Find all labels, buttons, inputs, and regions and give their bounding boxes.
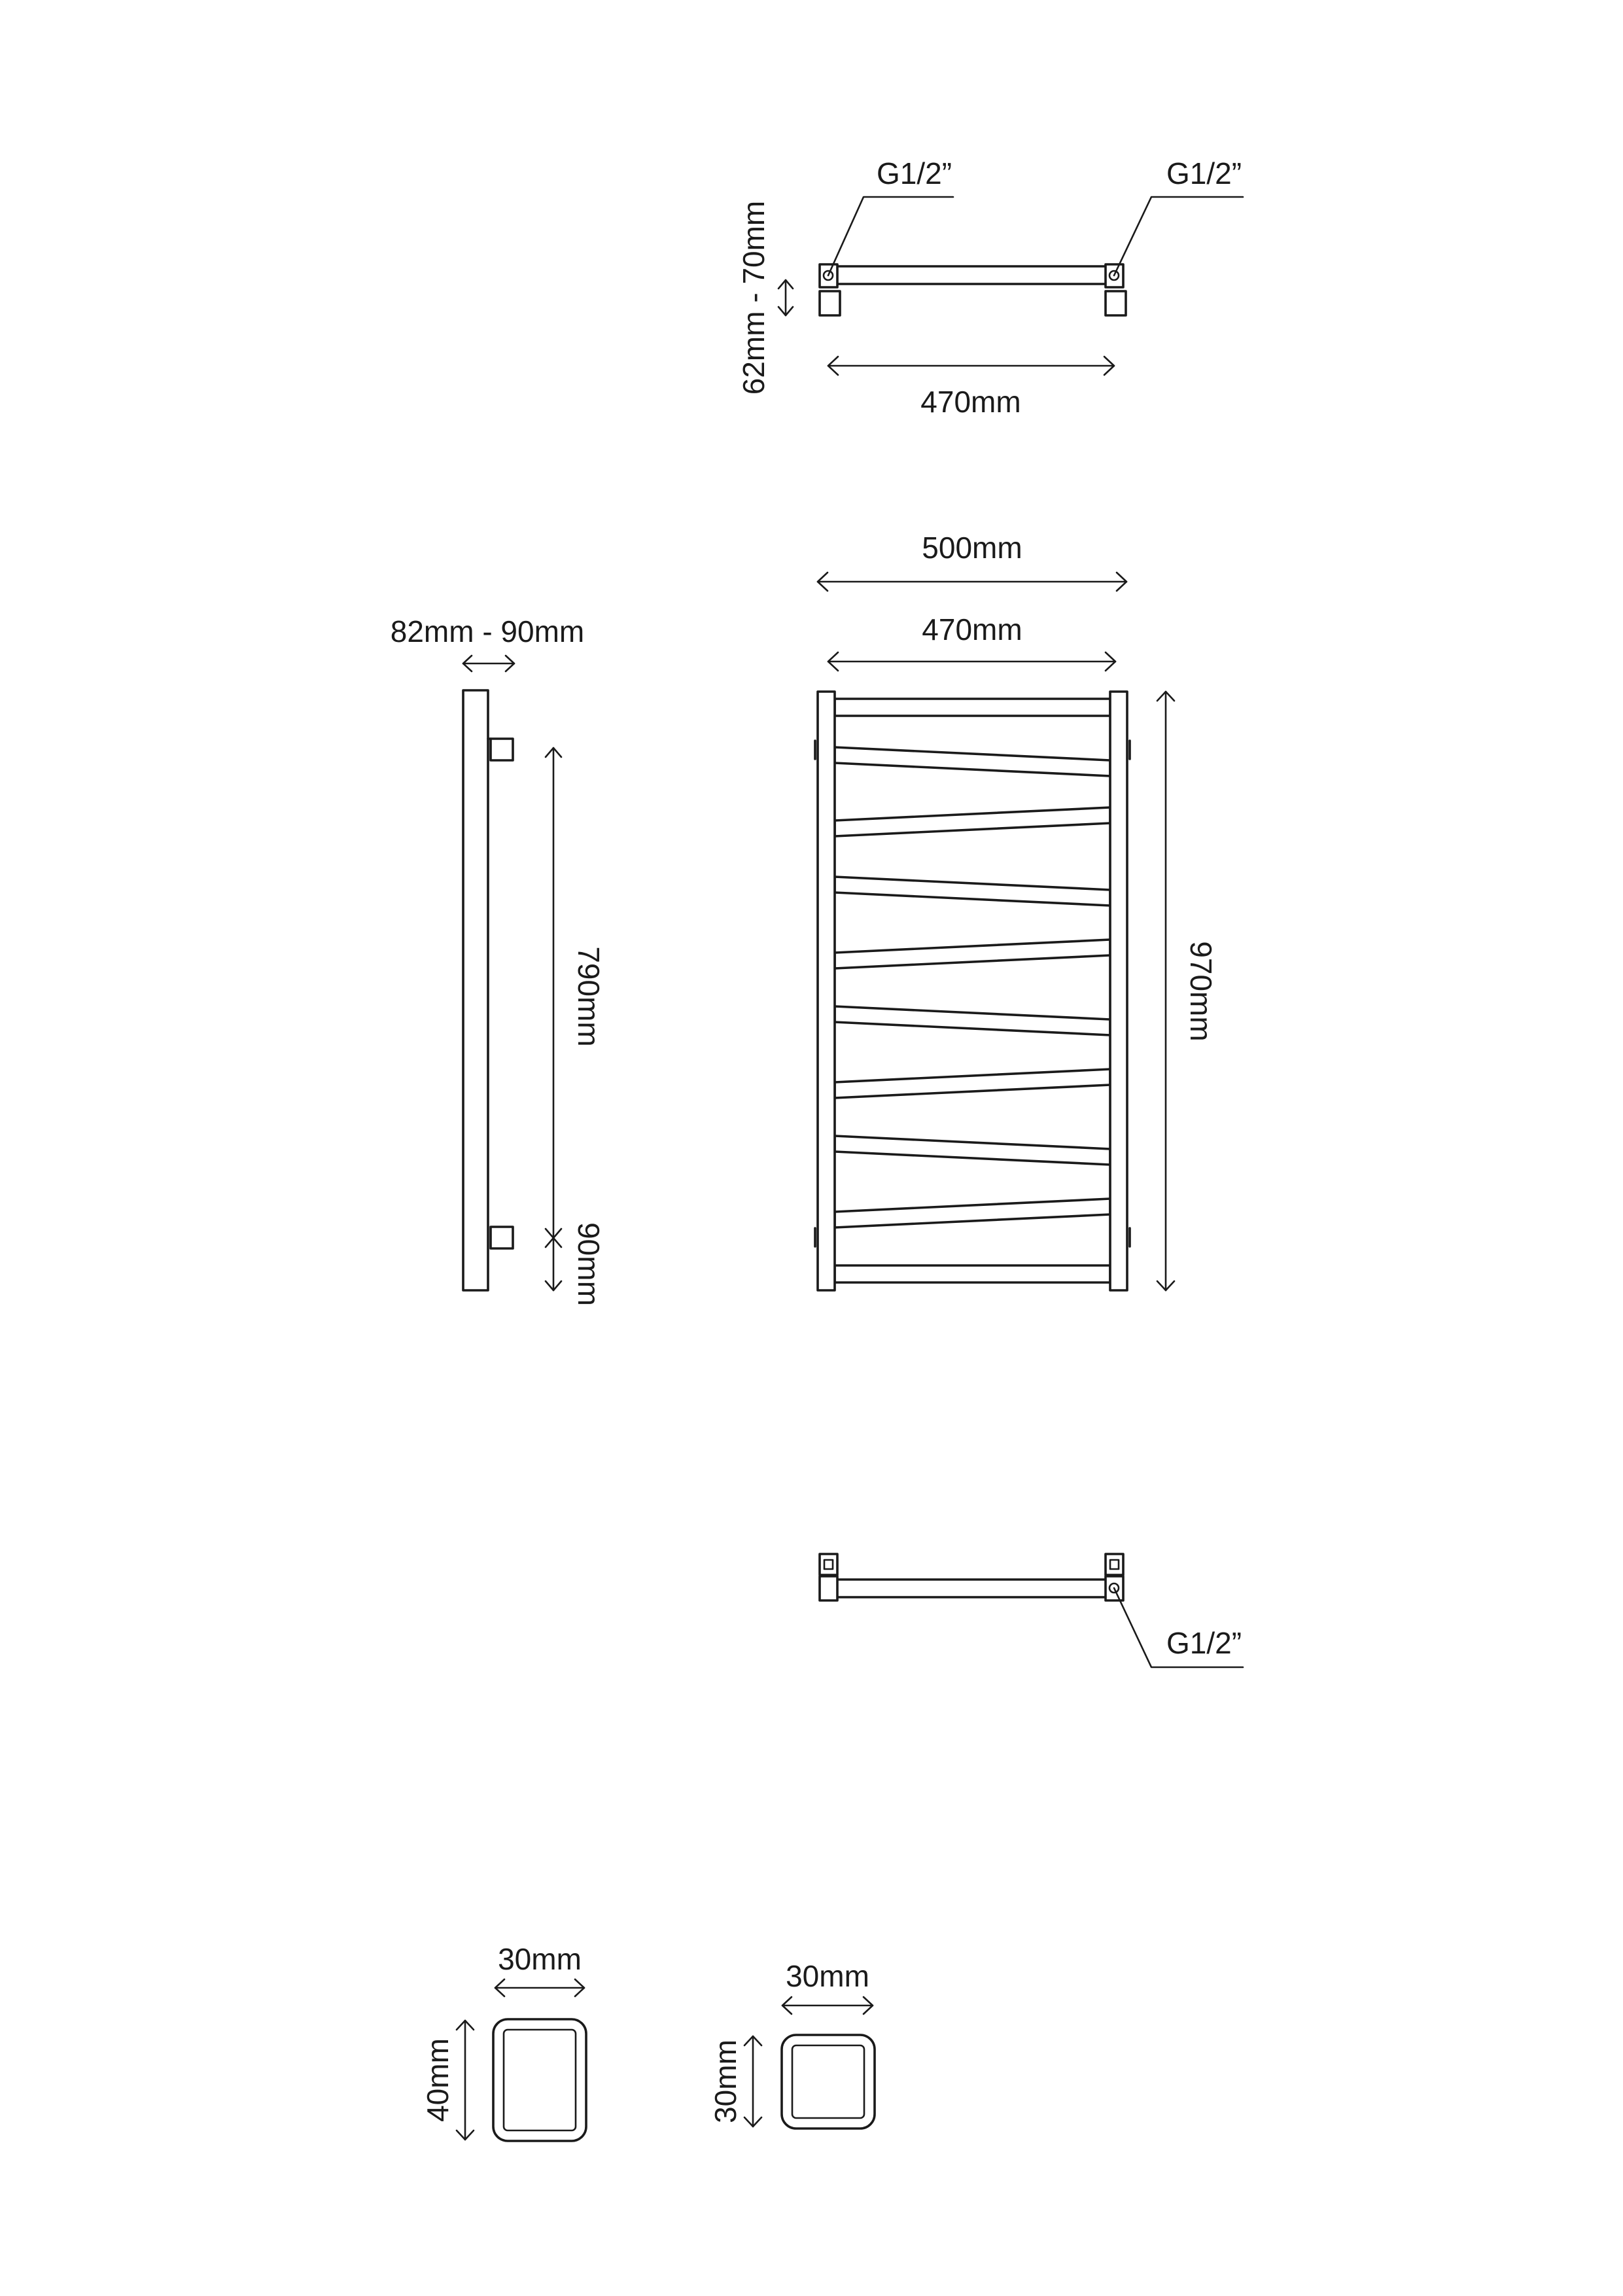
crossbar [835,1265,1110,1282]
crossbar [835,699,1110,716]
crossbar [835,807,1110,836]
front-view-overall-width-label: 500mm [922,531,1022,565]
crossbar [835,1069,1110,1098]
side-view-bracket-spacing-label: 790mm [572,946,606,1047]
front-view-pipe-spacing-label: 470mm [922,612,1022,646]
crossbar-profile-width-label: 30mm [786,1959,869,1993]
side-view [391,614,606,1306]
collector-profile-inner [504,2030,576,2130]
top-view-right-bracket [1106,291,1126,315]
side-view-top-bracket [491,739,513,760]
front-view-left-collector [818,692,835,1290]
top-view-connection-left-label: G1/2” [877,156,952,190]
bottom-view-right-bracket [1106,1554,1123,1575]
front-view-right-collector [1110,692,1127,1290]
bottom-view [820,1554,1243,1667]
crossbar-profile-inner [792,2045,864,2118]
top-view-connection-right-label: G1/2” [1166,156,1242,190]
front-view-overall-height-label: 970mm [1184,941,1218,1042]
leader-line [828,197,953,275]
top-view-wall-distance-label: 62mm - 70mm [737,200,771,395]
bottom-view-left-bracket [820,1554,837,1575]
top-view-left-bracket [820,291,840,315]
crossbar [835,1006,1110,1035]
bracket-inner [824,1560,833,1569]
bottom-view-connection-label: G1/2” [1166,1626,1242,1660]
side-view-collector [463,690,488,1290]
crossbar-profile-outer [782,2035,875,2128]
bracket-inner [1110,1560,1119,1569]
crossbar [835,877,1110,906]
bottom-view-rail [821,1580,1107,1597]
collector-profile-height-label: 40mm [421,2038,455,2122]
crossbar [835,1136,1110,1165]
crossbar [835,747,1110,776]
crossbar-profile [708,1959,875,2128]
collector-profile-outer [493,2019,586,2141]
bottom-view-left-collector [820,1576,837,1600]
crossbar-profile-height-label: 30mm [708,2040,742,2123]
front-view [815,531,1218,1290]
top-view-pipe-spacing-label: 470mm [920,385,1021,419]
collector-profile [421,1942,586,2141]
side-view-bottom-offset-label: 90mm [572,1222,606,1306]
collector-profile-width-label: 30mm [498,1942,582,1976]
side-view-bottom-bracket [491,1227,513,1248]
crossbar [835,940,1110,968]
side-view-depth-label: 82mm - 90mm [390,614,585,648]
crossbar [835,1199,1110,1227]
top-view-rail [821,266,1107,284]
top-view [737,156,1243,419]
leader-line [1114,197,1243,275]
